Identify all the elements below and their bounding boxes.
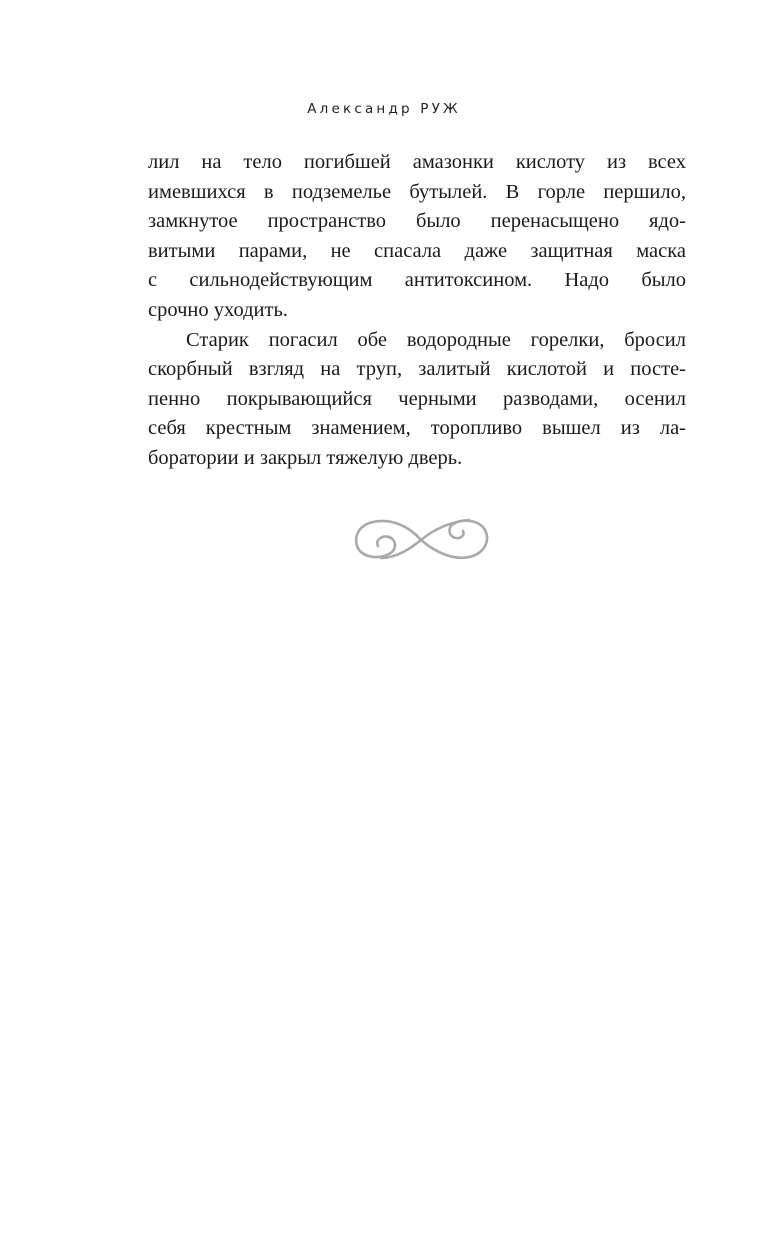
text-line: замкнутое пространство было перенасыщено ядо- <box>148 210 686 233</box>
text-line: с сильнодействующим антитоксином. Надо было <box>148 269 686 292</box>
text-line: лил на тело погибшей амазонки кислоту из всех <box>148 151 686 173</box>
paragraph <box>148 148 686 326</box>
text-line: скорбный взгляд на труп, залитый кислотой и посте- <box>148 358 686 381</box>
text-line: боратории и закрыл тяжелую дверь. <box>148 446 463 469</box>
body-text <box>148 148 686 474</box>
infinity-flourish-icon <box>351 510 493 568</box>
text-line: витыми парами, не спасала даже защитная маска <box>148 239 686 262</box>
text-line: срочно уходить. <box>148 298 288 321</box>
running-head-author: Александр РУЖ <box>307 101 461 117</box>
text-line: Старик погасил обе водородные горелки, бросил <box>186 328 686 351</box>
paragraph <box>148 326 686 474</box>
text-line: пенно покрывающийся черными разводами, осенил <box>148 387 686 410</box>
text-line: себя крестным знамением, торопливо вышел из ла- <box>148 417 686 440</box>
text-line: имевшихся в подземелье бутылей. В горле першило, <box>148 180 686 203</box>
